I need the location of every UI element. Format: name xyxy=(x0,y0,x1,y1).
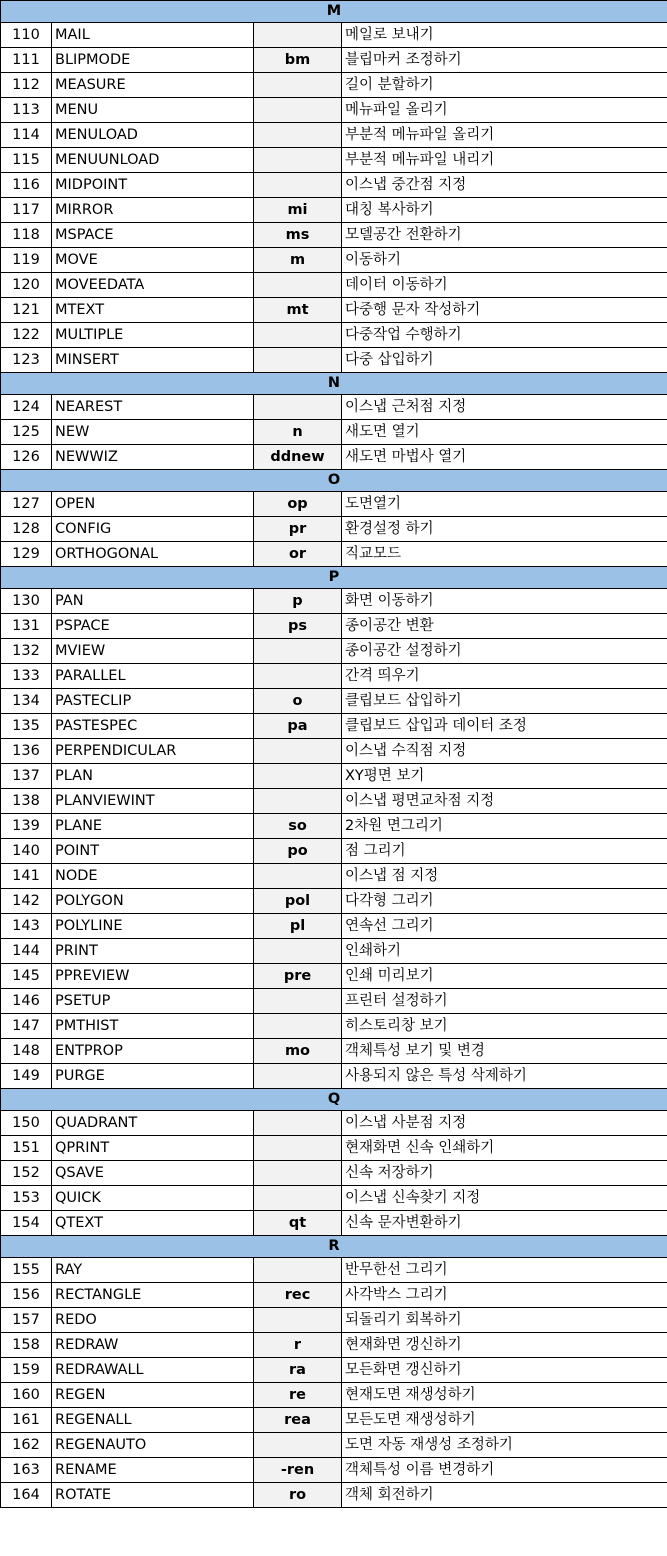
table-row xyxy=(1,173,667,198)
table-row xyxy=(1,839,667,864)
table-row xyxy=(1,1283,667,1308)
row-number-cell: 163 xyxy=(1,1458,52,1483)
table-row xyxy=(1,1333,667,1358)
description-cell: 새도면 마법사 열기 xyxy=(342,445,667,470)
description-cell: 길이 분할하기 xyxy=(342,73,667,98)
description-cell: 부분적 메뉴파일 내리기 xyxy=(342,148,667,173)
section-letter: P xyxy=(1,567,667,589)
command-cell: OPEN xyxy=(52,492,254,517)
command-cell: PLANE xyxy=(52,814,254,839)
command-cell: RECTANGLE xyxy=(52,1283,254,1308)
table-row xyxy=(1,664,667,689)
row-number-cell: 161 xyxy=(1,1408,52,1433)
shortcut-cell: or xyxy=(254,542,342,567)
row-number-cell: 121 xyxy=(1,298,52,323)
description-cell: 이스냅 수직점 지정 xyxy=(342,739,667,764)
row-number-cell: 120 xyxy=(1,273,52,298)
shortcut-cell: bm xyxy=(254,48,342,73)
command-cell: PLAN xyxy=(52,764,254,789)
table-row xyxy=(1,914,667,939)
description-cell: 이스냅 근처점 지정 xyxy=(342,395,667,420)
command-cell: ROTATE xyxy=(52,1483,254,1508)
row-number-cell: 160 xyxy=(1,1383,52,1408)
table-row xyxy=(1,48,667,73)
description-cell: 사각박스 그리기 xyxy=(342,1283,667,1308)
description-cell: 메일로 보내기 xyxy=(342,23,667,48)
shortcut-cell: pa xyxy=(254,714,342,739)
shortcut-cell: ro xyxy=(254,1483,342,1508)
table-row xyxy=(1,739,667,764)
shortcut-cell: ms xyxy=(254,223,342,248)
table-row xyxy=(1,1186,667,1211)
description-cell: 인쇄 미리보기 xyxy=(342,964,667,989)
row-number-cell: 151 xyxy=(1,1136,52,1161)
shortcut-cell: -ren xyxy=(254,1458,342,1483)
description-cell: 직교모드 xyxy=(342,542,667,567)
table-row xyxy=(1,420,667,445)
command-cell: NEAREST xyxy=(52,395,254,420)
table-row xyxy=(1,789,667,814)
row-number-cell: 128 xyxy=(1,517,52,542)
description-cell: 사용되지 않은 특성 삭제하기 xyxy=(342,1064,667,1089)
description-cell: 신속 저장하기 xyxy=(342,1161,667,1186)
row-number-cell: 131 xyxy=(1,614,52,639)
description-cell: 클립보드 삽입과 데이터 조정 xyxy=(342,714,667,739)
command-cell: ENTPROP xyxy=(52,1039,254,1064)
shortcut-cell xyxy=(254,1111,342,1136)
shortcut-cell xyxy=(254,1136,342,1161)
shortcut-cell: rea xyxy=(254,1408,342,1433)
command-cell: PMTHIST xyxy=(52,1014,254,1039)
shortcut-cell xyxy=(254,989,342,1014)
command-cell: PASTECLIP xyxy=(52,689,254,714)
shortcut-cell xyxy=(254,73,342,98)
row-number-cell: 118 xyxy=(1,223,52,248)
shortcut-cell xyxy=(254,1186,342,1211)
description-cell: 현재화면 신속 인쇄하기 xyxy=(342,1136,667,1161)
command-cell: QSAVE xyxy=(52,1161,254,1186)
table-row xyxy=(1,614,667,639)
table-row xyxy=(1,1014,667,1039)
description-cell: 객체특성 보기 및 변경 xyxy=(342,1039,667,1064)
command-cell: MULTIPLE xyxy=(52,323,254,348)
row-number-cell: 143 xyxy=(1,914,52,939)
table-row xyxy=(1,639,667,664)
command-cell: MENU xyxy=(52,98,254,123)
row-number-cell: 155 xyxy=(1,1258,52,1283)
section-header-row xyxy=(1,1089,667,1111)
description-cell: 객체 회전하기 xyxy=(342,1483,667,1508)
table-row xyxy=(1,1358,667,1383)
command-cell: MOVE xyxy=(52,248,254,273)
shortcut-cell xyxy=(254,764,342,789)
description-cell: 다중작업 수행하기 xyxy=(342,323,667,348)
command-cell: PARALLEL xyxy=(52,664,254,689)
shortcut-cell xyxy=(254,123,342,148)
shortcut-cell: ps xyxy=(254,614,342,639)
description-cell: 현재도면 재생성하기 xyxy=(342,1383,667,1408)
row-number-cell: 159 xyxy=(1,1358,52,1383)
shortcut-cell xyxy=(254,664,342,689)
shortcut-cell: po xyxy=(254,839,342,864)
section-letter: M xyxy=(1,1,667,23)
table-row xyxy=(1,445,667,470)
shortcut-cell xyxy=(254,1258,342,1283)
shortcut-cell: pl xyxy=(254,914,342,939)
table-row xyxy=(1,123,667,148)
command-cell: MENULOAD xyxy=(52,123,254,148)
shortcut-cell: ddnew xyxy=(254,445,342,470)
command-cell: POLYGON xyxy=(52,889,254,914)
row-number-cell: 130 xyxy=(1,589,52,614)
description-cell: 인쇄하기 xyxy=(342,939,667,964)
command-cell: PURGE xyxy=(52,1064,254,1089)
shortcut-cell: p xyxy=(254,589,342,614)
command-cell: QPRINT xyxy=(52,1136,254,1161)
command-cell: PSPACE xyxy=(52,614,254,639)
shortcut-cell: re xyxy=(254,1383,342,1408)
table-row xyxy=(1,98,667,123)
command-cell: MOVEEDATA xyxy=(52,273,254,298)
section-header-row xyxy=(1,373,667,395)
row-number-cell: 152 xyxy=(1,1161,52,1186)
table-row xyxy=(1,1408,667,1433)
description-cell: 2차원 면그리기 xyxy=(342,814,667,839)
command-cell: MSPACE xyxy=(52,223,254,248)
row-number-cell: 149 xyxy=(1,1064,52,1089)
command-cell: PSETUP xyxy=(52,989,254,1014)
command-cell: RAY xyxy=(52,1258,254,1283)
table-row xyxy=(1,1383,667,1408)
shortcut-cell: pre xyxy=(254,964,342,989)
shortcut-cell: qt xyxy=(254,1211,342,1236)
row-number-cell: 154 xyxy=(1,1211,52,1236)
description-cell: 이스냅 사분점 지정 xyxy=(342,1111,667,1136)
description-cell: 새도면 열기 xyxy=(342,420,667,445)
description-cell: 클립보드 삽입하기 xyxy=(342,689,667,714)
shortcut-cell xyxy=(254,98,342,123)
description-cell: 이스냅 중간점 지정 xyxy=(342,173,667,198)
row-number-cell: 112 xyxy=(1,73,52,98)
row-number-cell: 156 xyxy=(1,1283,52,1308)
table-row xyxy=(1,492,667,517)
description-cell: 반무한선 그리기 xyxy=(342,1258,667,1283)
description-cell: 도면열기 xyxy=(342,492,667,517)
command-cell: ORTHOGONAL xyxy=(52,542,254,567)
description-cell: 대칭 복사하기 xyxy=(342,198,667,223)
row-number-cell: 141 xyxy=(1,864,52,889)
description-cell: 다중행 문자 작성하기 xyxy=(342,298,667,323)
row-number-cell: 126 xyxy=(1,445,52,470)
description-cell: XY평면 보기 xyxy=(342,764,667,789)
command-cell: PPREVIEW xyxy=(52,964,254,989)
row-number-cell: 122 xyxy=(1,323,52,348)
shortcut-cell xyxy=(254,1064,342,1089)
description-cell: 점 그리기 xyxy=(342,839,667,864)
description-cell: 블립마커 조정하기 xyxy=(342,48,667,73)
description-cell: 다각형 그리기 xyxy=(342,889,667,914)
table-row xyxy=(1,1111,667,1136)
shortcut-cell: pr xyxy=(254,517,342,542)
command-cell: NODE xyxy=(52,864,254,889)
command-cell: MEASURE xyxy=(52,73,254,98)
table-row xyxy=(1,395,667,420)
command-cell: REGENAUTO xyxy=(52,1433,254,1458)
row-number-cell: 157 xyxy=(1,1308,52,1333)
table-row xyxy=(1,814,667,839)
row-number-cell: 136 xyxy=(1,739,52,764)
description-cell: 종이공간 설정하기 xyxy=(342,639,667,664)
command-cell: PERPENDICULAR xyxy=(52,739,254,764)
shortcut-cell: pol xyxy=(254,889,342,914)
command-cell: MINSERT xyxy=(52,348,254,373)
description-cell: 간격 띄우기 xyxy=(342,664,667,689)
command-cell: QUADRANT xyxy=(52,1111,254,1136)
shortcut-cell xyxy=(254,173,342,198)
row-number-cell: 133 xyxy=(1,664,52,689)
table-row xyxy=(1,542,667,567)
table-row xyxy=(1,714,667,739)
description-cell: 메뉴파일 올리기 xyxy=(342,98,667,123)
table-row xyxy=(1,517,667,542)
section-header-row xyxy=(1,1236,667,1258)
row-number-cell: 148 xyxy=(1,1039,52,1064)
row-number-cell: 117 xyxy=(1,198,52,223)
table-row xyxy=(1,148,667,173)
command-cell: REGENALL xyxy=(52,1408,254,1433)
description-cell: 환경설정 하기 xyxy=(342,517,667,542)
table-row xyxy=(1,1161,667,1186)
description-cell: 히스토리창 보기 xyxy=(342,1014,667,1039)
command-cell: POLYLINE xyxy=(52,914,254,939)
row-number-cell: 137 xyxy=(1,764,52,789)
table-row xyxy=(1,989,667,1014)
row-number-cell: 144 xyxy=(1,939,52,964)
row-number-cell: 123 xyxy=(1,348,52,373)
row-number-cell: 142 xyxy=(1,889,52,914)
table-row xyxy=(1,298,667,323)
table-row xyxy=(1,589,667,614)
command-cell: MAIL xyxy=(52,23,254,48)
table-row xyxy=(1,1039,667,1064)
description-cell: 이스냅 신속찾기 지정 xyxy=(342,1186,667,1211)
shortcut-cell: so xyxy=(254,814,342,839)
row-number-cell: 158 xyxy=(1,1333,52,1358)
shortcut-cell: rec xyxy=(254,1283,342,1308)
table-row xyxy=(1,23,667,48)
section-letter: N xyxy=(1,373,667,395)
row-number-cell: 153 xyxy=(1,1186,52,1211)
command-cell: MIDPOINT xyxy=(52,173,254,198)
row-number-cell: 146 xyxy=(1,989,52,1014)
shortcut-cell xyxy=(254,273,342,298)
table-row xyxy=(1,1211,667,1236)
row-number-cell: 147 xyxy=(1,1014,52,1039)
row-number-cell: 116 xyxy=(1,173,52,198)
table-row xyxy=(1,1483,667,1508)
command-cell: MVIEW xyxy=(52,639,254,664)
shortcut-cell: op xyxy=(254,492,342,517)
description-cell: 신속 문자변환하기 xyxy=(342,1211,667,1236)
table-row xyxy=(1,223,667,248)
description-cell: 종이공간 변환 xyxy=(342,614,667,639)
row-number-cell: 114 xyxy=(1,123,52,148)
command-cell: NEWWIZ xyxy=(52,445,254,470)
command-cell: BLIPMODE xyxy=(52,48,254,73)
description-cell: 모든화면 갱신하기 xyxy=(342,1358,667,1383)
command-cell: QUICK xyxy=(52,1186,254,1211)
table-row xyxy=(1,1258,667,1283)
shortcut-cell xyxy=(254,148,342,173)
command-cell: POINT xyxy=(52,839,254,864)
shortcut-cell: r xyxy=(254,1333,342,1358)
shortcut-cell xyxy=(254,1014,342,1039)
table-row xyxy=(1,248,667,273)
description-cell: 모델공간 전환하기 xyxy=(342,223,667,248)
shortcut-cell: m xyxy=(254,248,342,273)
command-cell: MENUUNLOAD xyxy=(52,148,254,173)
command-cell: CONFIG xyxy=(52,517,254,542)
row-number-cell: 125 xyxy=(1,420,52,445)
shortcut-cell: ra xyxy=(254,1358,342,1383)
table-row xyxy=(1,1136,667,1161)
row-number-cell: 113 xyxy=(1,98,52,123)
description-cell: 모든도면 재생성하기 xyxy=(342,1408,667,1433)
section-letter: R xyxy=(1,1236,667,1258)
row-number-cell: 162 xyxy=(1,1433,52,1458)
command-cell: QTEXT xyxy=(52,1211,254,1236)
shortcut-cell xyxy=(254,939,342,964)
command-cell: RENAME xyxy=(52,1458,254,1483)
description-cell: 다중 삽입하기 xyxy=(342,348,667,373)
shortcut-cell xyxy=(254,1433,342,1458)
table-row xyxy=(1,889,667,914)
shortcut-cell xyxy=(254,23,342,48)
description-cell: 이스냅 평면교차점 지정 xyxy=(342,789,667,814)
section-letter: O xyxy=(1,470,667,492)
command-cell: MIRROR xyxy=(52,198,254,223)
description-cell: 부분적 메뉴파일 올리기 xyxy=(342,123,667,148)
description-cell: 객체특성 이름 변경하기 xyxy=(342,1458,667,1483)
table-row xyxy=(1,323,667,348)
description-cell: 이동하기 xyxy=(342,248,667,273)
shortcut-cell xyxy=(254,323,342,348)
command-cell: MTEXT xyxy=(52,298,254,323)
section-header-row xyxy=(1,567,667,589)
description-cell: 현재화면 갱신하기 xyxy=(342,1333,667,1358)
row-number-cell: 111 xyxy=(1,48,52,73)
row-number-cell: 135 xyxy=(1,714,52,739)
section-letter: Q xyxy=(1,1089,667,1111)
row-number-cell: 145 xyxy=(1,964,52,989)
description-cell: 되돌리기 회복하기 xyxy=(342,1308,667,1333)
table-row xyxy=(1,689,667,714)
shortcut-cell: mo xyxy=(254,1039,342,1064)
shortcut-cell xyxy=(254,739,342,764)
command-cell: PAN xyxy=(52,589,254,614)
description-cell: 연속선 그리기 xyxy=(342,914,667,939)
row-number-cell: 139 xyxy=(1,814,52,839)
command-cell: REDRAW xyxy=(52,1333,254,1358)
shortcut-cell xyxy=(254,639,342,664)
command-cell: PRINT xyxy=(52,939,254,964)
command-cell: PLANVIEWINT xyxy=(52,789,254,814)
shortcut-cell: mi xyxy=(254,198,342,223)
table-row xyxy=(1,198,667,223)
row-number-cell: 119 xyxy=(1,248,52,273)
shortcut-cell xyxy=(254,789,342,814)
table-row xyxy=(1,939,667,964)
description-cell: 데이터 이동하기 xyxy=(342,273,667,298)
row-number-cell: 164 xyxy=(1,1483,52,1508)
table-row xyxy=(1,73,667,98)
shortcut-cell: o xyxy=(254,689,342,714)
section-header-row xyxy=(1,1,667,23)
command-cell: REGEN xyxy=(52,1383,254,1408)
row-number-cell: 127 xyxy=(1,492,52,517)
row-number-cell: 132 xyxy=(1,639,52,664)
description-cell: 이스냅 점 지정 xyxy=(342,864,667,889)
row-number-cell: 140 xyxy=(1,839,52,864)
row-number-cell: 129 xyxy=(1,542,52,567)
description-cell: 도면 자동 재생성 조정하기 xyxy=(342,1433,667,1458)
section-header-row xyxy=(1,470,667,492)
command-cell: REDRAWALL xyxy=(52,1358,254,1383)
shortcut-cell xyxy=(254,1308,342,1333)
row-number-cell: 115 xyxy=(1,148,52,173)
command-cell: PASTESPEC xyxy=(52,714,254,739)
row-number-cell: 138 xyxy=(1,789,52,814)
command-table-body xyxy=(1,1,667,1508)
table-row xyxy=(1,964,667,989)
table-row xyxy=(1,1458,667,1483)
shortcut-cell xyxy=(254,348,342,373)
shortcut-cell xyxy=(254,1161,342,1186)
shortcut-cell: n xyxy=(254,420,342,445)
description-cell: 화면 이동하기 xyxy=(342,589,667,614)
table-row xyxy=(1,1433,667,1458)
row-number-cell: 124 xyxy=(1,395,52,420)
shortcut-cell xyxy=(254,864,342,889)
description-cell: 프린터 설정하기 xyxy=(342,989,667,1014)
shortcut-cell xyxy=(254,395,342,420)
row-number-cell: 150 xyxy=(1,1111,52,1136)
table-row xyxy=(1,1064,667,1089)
row-number-cell: 134 xyxy=(1,689,52,714)
table-row xyxy=(1,764,667,789)
command-cell: REDO xyxy=(52,1308,254,1333)
row-number-cell: 110 xyxy=(1,23,52,48)
table-row xyxy=(1,864,667,889)
table-row xyxy=(1,1308,667,1333)
table-row xyxy=(1,348,667,373)
command-cell: NEW xyxy=(52,420,254,445)
table-row xyxy=(1,273,667,298)
shortcut-cell: mt xyxy=(254,298,342,323)
